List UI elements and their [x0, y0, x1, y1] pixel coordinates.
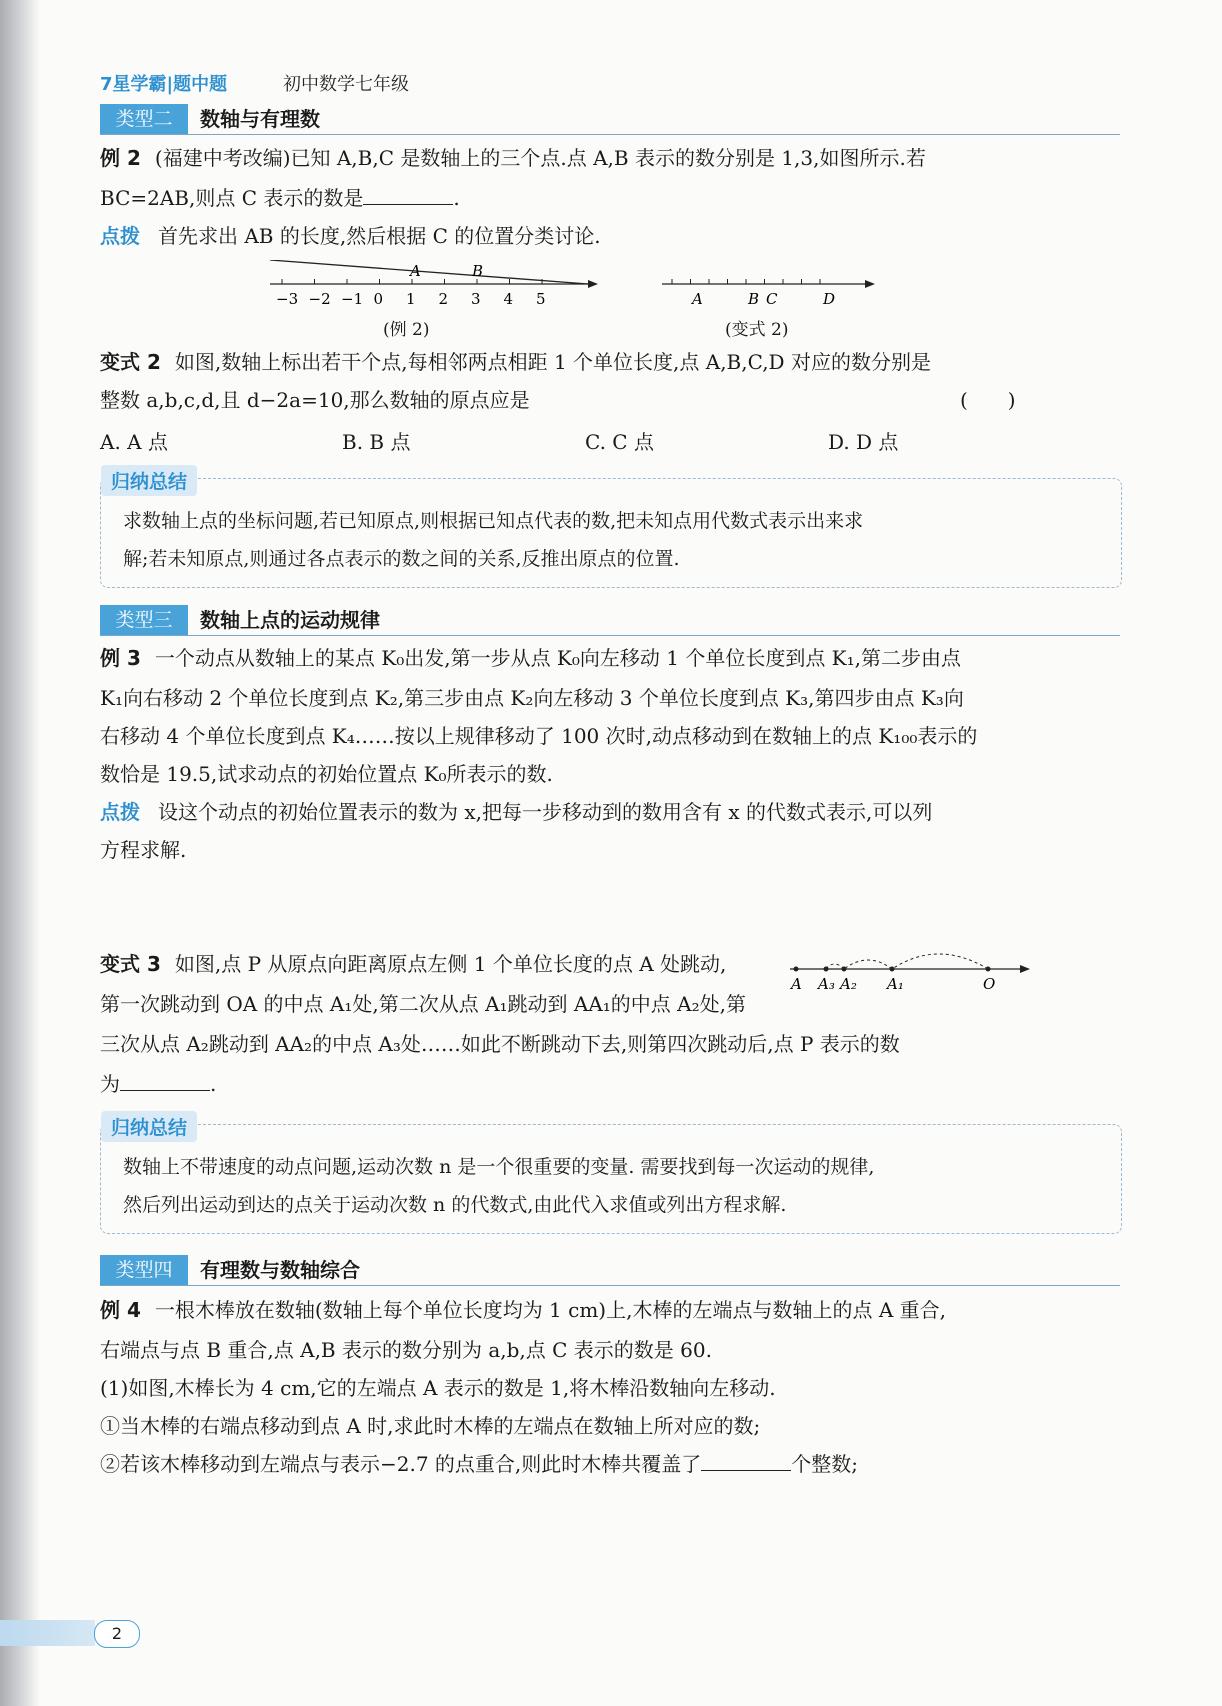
example-4-line-5 — [100, 1450, 858, 1478]
tick-label: 5 — [536, 290, 546, 308]
variant-text: 为 — [100, 1072, 120, 1096]
point-label-b: B — [472, 262, 484, 280]
tick-label: 4 — [503, 290, 514, 308]
variant-2-line-1 — [100, 348, 931, 376]
section-title: 有理数与数轴综合 — [200, 1258, 360, 1282]
number-line-figure-ex2 — [270, 260, 600, 320]
example-text: ②若该木棒移动到左端点与表示−2.7 的点重合,则此时木棒共覆盖了 — [100, 1452, 702, 1476]
axis-arrow — [1020, 965, 1030, 973]
point-label-a3: A₃ — [818, 975, 835, 993]
variant-3-line-4: 为 . — [100, 1072, 217, 1096]
example-2-line-1 — [100, 144, 926, 172]
variant-text: 整数 a,b,c,d,且 d−2a=10,那么数轴的原点应是 — [100, 388, 530, 412]
summary-box-2 — [100, 1117, 1122, 1234]
tick-label: 0 — [373, 290, 384, 308]
summary-box-1 — [100, 471, 1122, 588]
axis-line — [270, 260, 588, 284]
example-text: 个整数; — [791, 1452, 859, 1476]
example-3-line-1 — [100, 644, 961, 672]
section-tag: 类型二 — [100, 104, 188, 134]
summary-text-line: 解;若未知原点,则通过各点表示的数之间的关系,反推出原点的位置. — [123, 548, 680, 570]
brand-logo: 7星学霸|题中题 — [100, 74, 228, 95]
section-tag: 类型三 — [100, 605, 188, 635]
summary-tag: 归纳总结 — [101, 1111, 197, 1142]
tick-label: 1 — [406, 290, 416, 308]
example-text: (福建中考改编)已知 A,B,C 是数轴上的三个点.点 A,B 表示的数分别是 1,3,如图所示.若 — [154, 146, 926, 170]
tip-label: 点拨 — [100, 224, 140, 248]
example-label: 例 3 — [100, 646, 141, 670]
section-title: 数轴与有理数 — [200, 107, 320, 131]
jump-arc-1 — [892, 954, 988, 969]
point-label-a: A — [692, 290, 703, 308]
example-3-tip — [100, 798, 932, 826]
variant-label: 变式 3 — [100, 952, 161, 976]
answer-blank[interactable] — [701, 1450, 791, 1471]
grade-label: 初中数学七年级 — [283, 74, 409, 95]
tick-label: 3 — [471, 290, 481, 308]
example-2-line-2: BC=2AB,则点 C 表示的数是 . — [100, 186, 460, 210]
point-label-a: A — [791, 975, 802, 993]
tip-text: 首先求出 AB 的长度,然后根据 C 的位置分类讨论. — [158, 224, 601, 248]
tick-label: −2 — [308, 290, 331, 308]
point-label-d: D — [823, 290, 836, 308]
answer-blank[interactable] — [363, 184, 453, 205]
tick-label: −1 — [341, 290, 364, 308]
summary-text-line: 然后列出运动到达的点关于运动次数 n 的代数式,由此代入求值或列出方程求解. — [123, 1194, 787, 1216]
page-number: 2 — [94, 1620, 140, 1648]
point-label-a1: A₁ — [887, 975, 904, 993]
example-3-line-3: 右移动 4 个单位长度到点 K₄……按以上规律移动了 100 次时,动点移动到在数轴上的点 K₁₀₀表示的 — [100, 724, 978, 748]
tick-label: 2 — [438, 290, 449, 308]
example-4-line-3: (1)如图,木棒长为 4 cm,它的左端点 A 表示的数是 1,将木棒沿数轴向左移动. — [100, 1376, 776, 1400]
section-title: 数轴上点的运动规律 — [200, 608, 380, 632]
page-shadow — [0, 0, 40, 1706]
section-tag: 类型四 — [100, 1255, 188, 1285]
figure-caption-ex2: (例 2) — [383, 320, 430, 340]
example-2-tip — [100, 222, 601, 250]
example-label: 例 2 — [100, 146, 141, 170]
example-text: BC=2AB,则点 C 表示的数是 — [100, 186, 364, 210]
section-header-2 — [100, 104, 1120, 135]
section-header-4 — [100, 1255, 1120, 1286]
jump-arc-2 — [844, 960, 892, 969]
option-c[interactable]: C. C 点 — [585, 430, 654, 454]
example-3-tip-line-2: 方程求解. — [100, 838, 187, 862]
summary-tag: 归纳总结 — [101, 465, 197, 496]
example-4-line-2: 右端点与点 B 重合,点 A,B 表示的数分别为 a,b,点 C 表示的数是 60. — [100, 1338, 712, 1362]
tick-label: −3 — [276, 290, 299, 308]
jump-number-line-figure — [788, 945, 1033, 995]
jump-arc-3 — [826, 964, 844, 969]
summary-text-line: 求数轴上点的坐标问题,若已知原点,则根据已知点代表的数,把未知点用代数式表示出来求 — [123, 510, 864, 532]
page-number-bar — [0, 1620, 95, 1646]
axis-arrow — [865, 280, 875, 288]
figure-caption-var2: (变式 2) — [725, 320, 789, 340]
point-label-a: A — [410, 262, 421, 280]
example-3-line-2: K₁向右移动 2 个单位长度到点 K₂,第三步由点 K₂向左移动 3 个单位长度到点 K₃,第四步由点 K₃向 — [100, 686, 964, 710]
example-text: 一个动点从数轴上的某点 K₀出发,第一步从点 K₀向左移动 1 个单位长度到点 K₁,第二步由点 — [154, 646, 961, 670]
variant-3-line-1 — [100, 950, 726, 978]
section-header-3 — [100, 605, 1120, 636]
variant-label: 变式 2 — [100, 350, 161, 374]
point-label-c: C — [766, 290, 778, 308]
point-label-o: O — [983, 975, 996, 993]
variant-2-line-2 — [100, 386, 530, 414]
point-label-a2: A₂ — [840, 975, 857, 993]
tip-label: 点拨 — [100, 800, 140, 824]
option-b[interactable]: B. B 点 — [342, 430, 411, 454]
option-a[interactable]: A. A 点 — [100, 430, 168, 454]
variant-3-line-3: 三次从点 A₂跳动到 AA₂的中点 A₃处……如此不断跳动下去,则第四次跳动后,点 P 表示的数 — [100, 1032, 900, 1056]
example-label: 例 4 — [100, 1298, 141, 1322]
option-d[interactable]: D. D 点 — [828, 430, 899, 454]
axis-arrow — [588, 280, 598, 288]
answer-blank[interactable] — [120, 1070, 210, 1091]
example-4-line-1 — [100, 1296, 946, 1324]
example-4-line-4: ①当木棒的右端点移动到点 A 时,求此时木棒的左端点在数轴上所对应的数; — [100, 1414, 761, 1438]
number-line-figure-var2 — [660, 260, 880, 310]
example-3-line-4: 数恰是 19.5,试求动点的初始位置点 K₀所表示的数. — [100, 762, 553, 786]
answer-parentheses[interactable]: ( ) — [960, 388, 1016, 412]
point-label-b: B — [748, 290, 760, 308]
variant-text: 如图,点 P 从原点向距离原点左侧 1 个单位长度的点 A 处跳动, — [174, 952, 727, 976]
summary-text-line: 数轴上不带速度的动点问题,运动次数 n 是一个很重要的变量. 需要找到每一次运动的规律, — [123, 1156, 875, 1178]
variant-text: 如图,数轴上标出若干个点,每相邻两点相距 1 个单位长度,点 A,B,C,D 对应的数分别是 — [174, 350, 931, 374]
variant-3-line-2: 第一次跳动到 OA 的中点 A₁处,第二次从点 A₁跳动到 AA₁的中点 A₂处,第 — [100, 992, 746, 1016]
tip-text: 设这个动点的初始位置表示的数为 x,把每一步移动到的数用含有 x 的代数式表示,可以列 — [158, 800, 933, 824]
example-text: 一根木棒放在数轴(数轴上每个单位长度均为 1 cm)上,木棒的左端点与数轴上的点 A 重合, — [154, 1298, 946, 1322]
